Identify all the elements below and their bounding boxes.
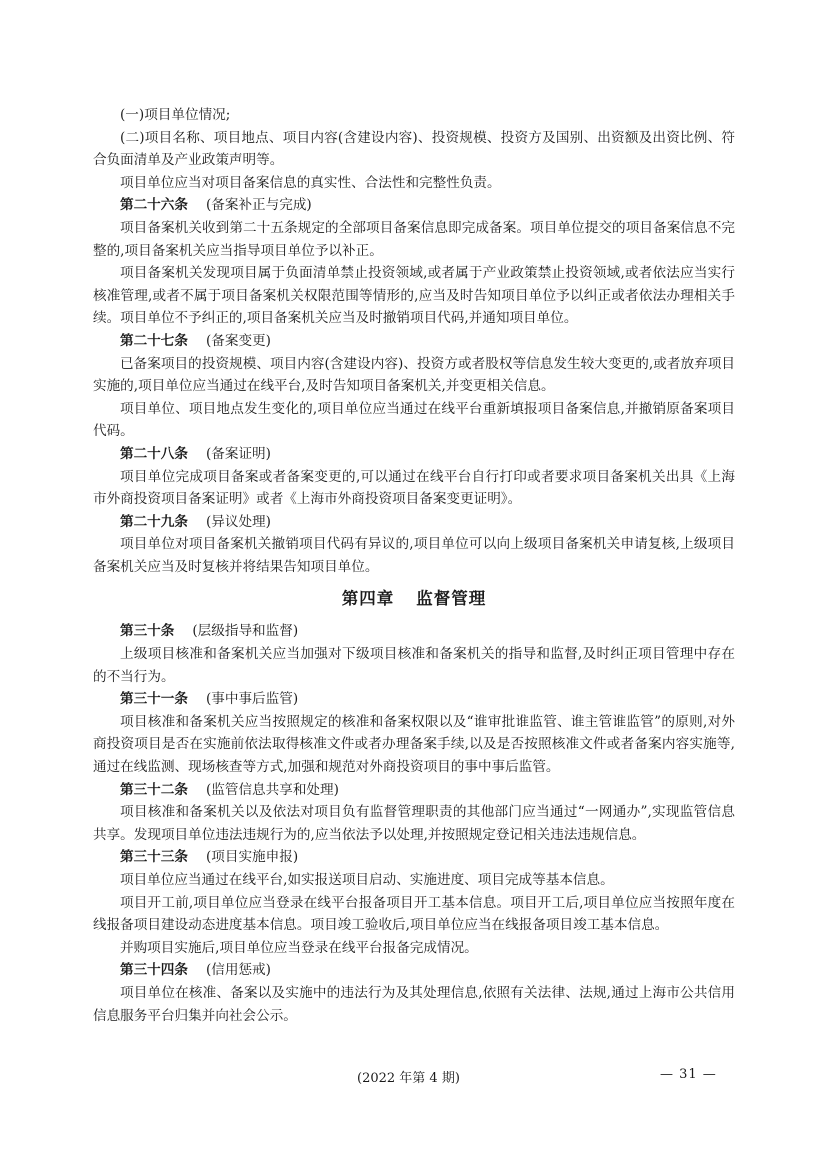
article-number: 第二十八条 <box>120 445 188 462</box>
paragraph: 并购项目实施后,项目单位应当登录在线平台报备完成情况。 <box>120 939 478 956</box>
chapter-number: 第四章 <box>341 589 395 609</box>
article-number: 第二十七条 <box>120 332 188 349</box>
article-title: (事中事后监管) <box>205 691 299 708</box>
article-number: 第三十三条 <box>120 849 188 866</box>
document-body <box>93 104 735 1027</box>
article-number: 第三十二条 <box>120 781 188 798</box>
article-heading <box>93 194 735 217</box>
issue-label: (2022 年第 4 期) <box>357 1071 460 1086</box>
article-title: (异议处理) <box>205 513 271 530</box>
article-number: 第三十一条 <box>120 691 188 708</box>
chapter-heading <box>93 584 735 614</box>
paragraph: 项目单位在核准、备案以及实施中的违法行为及其处理信息,依照有关法律、法规,通过上海市公共信用信息服务平台归集并向社会公示。 <box>93 984 735 1024</box>
paragraph: 上级项目核准和备案机关应当加强对下级项目核准和备案机关的指导和监督,及时纠正项目管理中存在的不当行为。 <box>93 646 735 685</box>
paragraph: 项目核准和备案机关应当按照规定的核准和备案权限以及“谁审批谁监管、谁主管谁监管”的原则,对外商投资项目是否在实施前依法取得核准文件或者办理备案手续,以及是否按照核准文件或者备案内容实施等,通过在线监测、现场核查等方式,加强和规范对外商投资项目的事中事后监管。 <box>93 713 735 776</box>
article-heading <box>93 959 735 982</box>
article-number: 第二十六条 <box>120 197 188 214</box>
article-title: (监管信息共享和处理) <box>205 781 339 798</box>
paragraph: 项目单位完成项目备案或者备案变更的,可以通过在线平台自行打印或者要求项目备案机关出具《上海市外商投资项目备案证明》或者《上海市外商投资项目备案变更证明》。 <box>93 468 735 508</box>
article-heading <box>93 779 735 802</box>
article-title: (备案证明) <box>205 445 271 462</box>
article-title: (备案补正与完成) <box>205 197 312 214</box>
article-number: 第三十条 <box>120 623 175 640</box>
article-heading <box>93 330 735 353</box>
paragraph: 项目单位对项目备案机关撤销项目代码有异议的,项目单位可以向上级项目备案机关申请复核,上级项目备案机关应当及时复核并将结果告知项目单位。 <box>93 536 735 575</box>
article-title: (备案变更) <box>205 332 271 349</box>
page-number: — 31 — <box>660 1067 717 1082</box>
article-number: 第二十九条 <box>120 513 188 530</box>
article-title: (项目实施申报) <box>205 849 299 866</box>
paragraph: (一)项目单位情况; <box>120 107 231 123</box>
article-title: (层级指导和监督) <box>192 623 299 640</box>
article-heading <box>93 846 735 869</box>
paragraph: 已备案项目的投资规模、项目内容(含建设内容)、投资方或者股权等信息发生较大变更的,或者放弃项目实施的,项目单位应当通过在线平台,及时告知项目备案机关,并变更相关信息。 <box>93 355 735 395</box>
paragraph: 项目单位、项目地点发生变化的,项目单位应当通过在线平台重新填报项目备案信息,并撤销原备案项目代码。 <box>93 400 735 440</box>
paragraph: (二)项目名称、项目地点、项目内容(含建设内容)、投资规模、投资方及国别、出资额及出资比例、符合负面清单及产业政策声明等。 <box>93 129 735 169</box>
paragraph: 项目核准和备案机关以及依法对项目负有监督管理职责的其他部门应当通过“一网通办”,实现监管信息共享。发现项目单位违法违规行为的,应当依法予以处理,并按照规定登记相关违法违规信息。 <box>93 804 735 843</box>
chapter-title: 监督管理 <box>416 589 487 609</box>
article-heading <box>93 688 735 711</box>
paragraph: 项目单位应当通过在线平台,如实报送项目启动、实施进度、项目完成等基本信息。 <box>120 872 614 888</box>
article-heading <box>93 511 735 534</box>
paragraph: 项目备案机关发现项目属于负面清单禁止投资领域,或者属于产业政策禁止投资领域,或者依法应当实行核准管理,或者不属于项目备案机关权限范围等情形的,应当及时告知项目单位予以纠正或者依法办理相关手续。项目单位不予纠正的,项目备案机关应当及时撤销项目代码,并通知项目单位。 <box>93 265 735 327</box>
paragraph: 项目开工前,项目单位应当登录在线平台报备项目开工基本信息。项目开工后,项目单位应当按照年度在线报备项目建设动态进度基本信息。项目竣工验收后,项目单位应当在线报备项目竣工基本信息。 <box>93 894 735 934</box>
paragraph: 项目备案机关收到第二十五条规定的全部项目备案信息即完成备案。项目单位提交的项目备案信息不完整的,项目备案机关应当指导项目单位予以补正。 <box>93 219 735 259</box>
article-title: (信用惩戒) <box>205 962 271 979</box>
article-heading <box>93 620 735 643</box>
article-heading <box>93 443 735 466</box>
article-number: 第三十四条 <box>120 962 188 979</box>
paragraph: 项目单位应当对项目备案信息的真实性、合法性和完整性负责。 <box>120 174 501 191</box>
